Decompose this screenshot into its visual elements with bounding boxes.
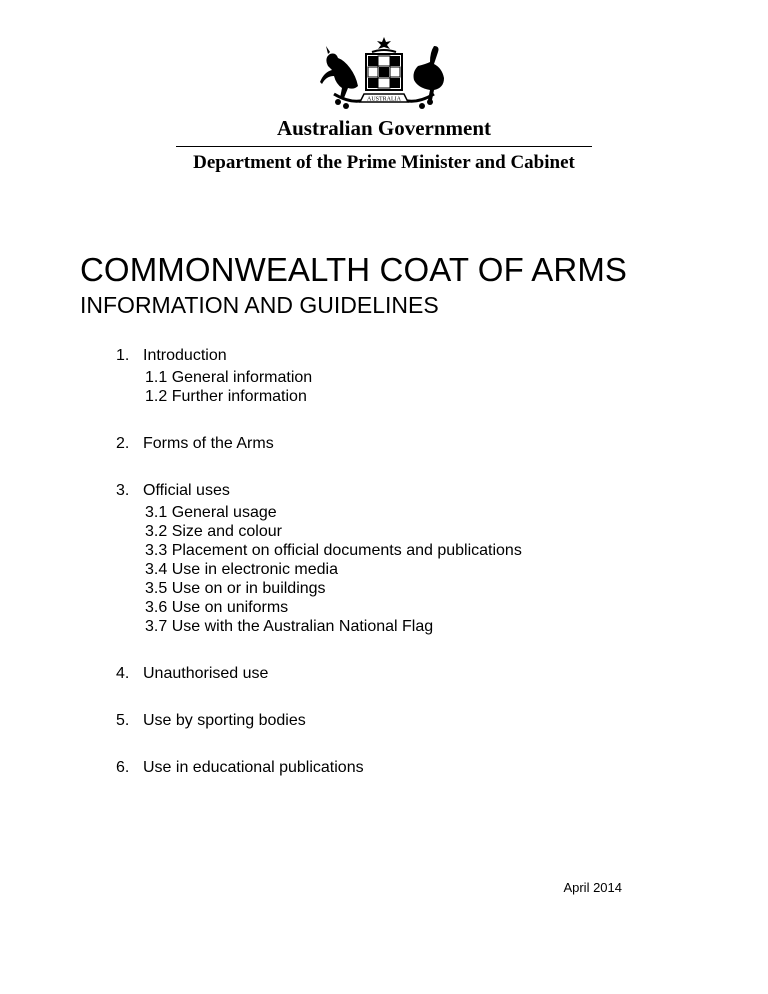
crest-motto: AUSTRALIA <box>367 96 401 103</box>
document-title: COMMONWEALTH COAT OF ARMS <box>80 251 628 288</box>
toc-section-3 <box>116 481 676 500</box>
toc-section-label: Use in educational publications <box>143 759 364 776</box>
toc-section-label: Use by sporting bodies <box>143 712 306 729</box>
toc-section-number: 4. <box>116 665 130 682</box>
toc-subsection: 3.1 General usage <box>145 504 277 521</box>
toc-section-number: 2. <box>116 435 130 452</box>
publication-date: April 2014 <box>563 880 622 895</box>
coat-of-arms-emblem <box>314 36 454 110</box>
toc-section-label: Forms of the Arms <box>143 435 274 452</box>
toc-subsection: 3.5 Use on or in buildings <box>145 580 326 597</box>
toc-section-4 <box>116 664 676 683</box>
toc-section-label: Unauthorised use <box>143 665 269 682</box>
toc-subsection: 1.2 Further information <box>145 388 307 405</box>
toc-section-label: Introduction <box>143 347 227 364</box>
toc-section-label: Official uses <box>143 482 230 499</box>
toc-subsection: 1.1 General information <box>145 369 313 386</box>
toc-subsection: 3.3 Placement on official documents and publications <box>145 542 522 559</box>
toc-section-number: 3. <box>116 482 130 499</box>
toc-section-5 <box>116 711 676 730</box>
document-subtitle: INFORMATION AND GUIDELINES <box>80 292 439 318</box>
toc-subsection: 3.6 Use on uniforms <box>145 599 289 616</box>
header-divider <box>176 146 592 147</box>
toc-section-number: 1. <box>116 347 130 364</box>
toc-section-6 <box>116 758 676 777</box>
toc-section-2 <box>116 434 676 453</box>
toc-subsection: 3.2 Size and colour <box>145 523 282 540</box>
table-of-contents <box>116 346 676 777</box>
toc-section-number: 6. <box>116 759 130 776</box>
toc-subsections-3 <box>145 503 676 636</box>
toc-subsections-1 <box>145 368 676 406</box>
toc-subsection: 3.7 Use with the Australian National Flag <box>145 618 434 635</box>
government-title: Australian Government <box>276 116 492 140</box>
department-name: Department of the Prime Minister and Cabinet <box>193 152 575 173</box>
toc-section-number: 5. <box>116 712 130 729</box>
toc-subsection: 3.4 Use in electronic media <box>145 561 338 578</box>
toc-section-1 <box>116 346 676 365</box>
